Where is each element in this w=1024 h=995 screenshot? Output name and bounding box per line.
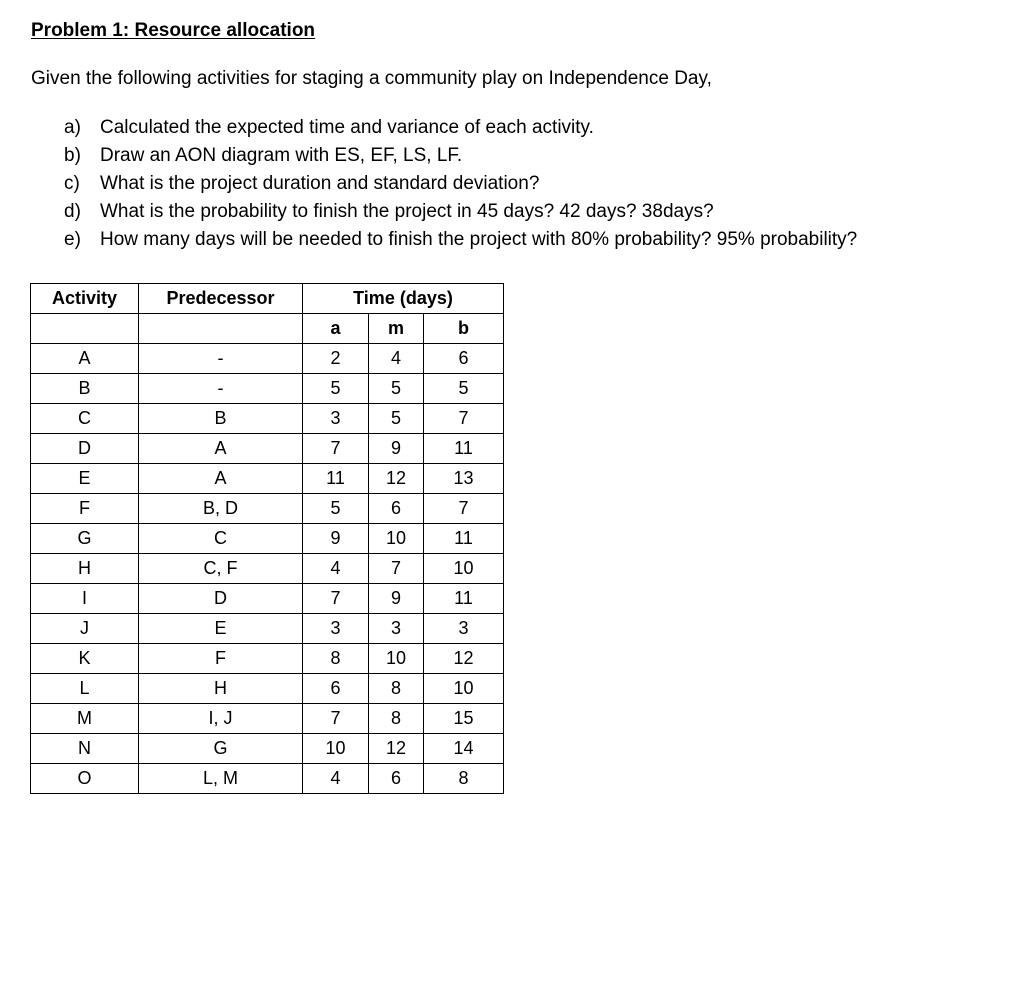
cell-predecessor: I, J	[139, 704, 303, 734]
cell-m: 12	[369, 464, 424, 494]
cell-predecessor: B	[139, 404, 303, 434]
cell-a: 2	[303, 344, 369, 374]
cell-activity: L	[31, 674, 139, 704]
cell-activity: G	[31, 524, 139, 554]
table-row	[31, 674, 504, 704]
cell-m: 6	[369, 764, 424, 794]
cell-activity: B	[31, 374, 139, 404]
table-row	[31, 734, 504, 764]
cell-b: 12	[424, 644, 504, 674]
cell-predecessor: D	[139, 584, 303, 614]
cell-b: 8	[424, 764, 504, 794]
table-row	[31, 584, 504, 614]
header-time: Time (days)	[303, 284, 504, 314]
table-row	[31, 524, 504, 554]
cell-activity: F	[31, 494, 139, 524]
cell-predecessor: E	[139, 614, 303, 644]
question-text: How many days will be needed to finish the project with 80% probability? 95% probability?	[100, 229, 858, 250]
cell-b: 5	[424, 374, 504, 404]
cell-a: 7	[303, 704, 369, 734]
cell-activity: H	[31, 554, 139, 584]
table-row	[31, 434, 504, 464]
question-label: e)	[64, 229, 81, 250]
cell-activity: M	[31, 704, 139, 734]
cell-predecessor: B, D	[139, 494, 303, 524]
cell-b: 11	[424, 524, 504, 554]
cell-activity: K	[31, 644, 139, 674]
cell-predecessor: H	[139, 674, 303, 704]
question-item	[64, 144, 857, 172]
cell-activity: D	[31, 434, 139, 464]
cell-b: 14	[424, 734, 504, 764]
cell-a: 9	[303, 524, 369, 554]
table-row	[31, 704, 504, 734]
cell-activity: A	[31, 344, 139, 374]
cell-m: 5	[369, 404, 424, 434]
cell-predecessor: A	[139, 464, 303, 494]
cell-a: 3	[303, 614, 369, 644]
cell-b: 10	[424, 554, 504, 584]
cell-a: 4	[303, 554, 369, 584]
cell-b: 7	[424, 494, 504, 524]
cell-m: 6	[369, 494, 424, 524]
cell-activity: J	[31, 614, 139, 644]
cell-a: 5	[303, 494, 369, 524]
cell-a: 6	[303, 674, 369, 704]
cell-activity: E	[31, 464, 139, 494]
question-item	[64, 116, 857, 144]
table-row	[31, 374, 504, 404]
table-row	[31, 494, 504, 524]
cell-m: 10	[369, 524, 424, 554]
cell-predecessor: -	[139, 344, 303, 374]
cell-a: 11	[303, 464, 369, 494]
question-label: a)	[64, 117, 81, 138]
cell-predecessor: G	[139, 734, 303, 764]
activity-table	[30, 283, 504, 794]
table-row	[31, 614, 504, 644]
cell-activity: N	[31, 734, 139, 764]
cell-m: 7	[369, 554, 424, 584]
table-subheader-row	[31, 314, 504, 344]
cell-m: 8	[369, 704, 424, 734]
cell-m: 12	[369, 734, 424, 764]
question-text: Draw an AON diagram with ES, EF, LS, LF.	[100, 145, 463, 166]
cell-a: 4	[303, 764, 369, 794]
cell-m: 4	[369, 344, 424, 374]
cell-activity: O	[31, 764, 139, 794]
intro-paragraph: Given the following activities for staging a community play on Independence Day,	[31, 68, 712, 89]
table-row	[31, 554, 504, 584]
cell-m: 9	[369, 584, 424, 614]
question-text: What is the project duration and standard deviation?	[100, 173, 540, 194]
table-row	[31, 644, 504, 674]
cell-a: 5	[303, 374, 369, 404]
question-list	[64, 116, 857, 256]
cell-predecessor: F	[139, 644, 303, 674]
cell-a: 7	[303, 584, 369, 614]
question-label: c)	[64, 173, 80, 194]
header-predecessor: Predecessor	[139, 284, 303, 314]
table-body	[31, 344, 504, 794]
page-title: Problem 1: Resource allocation	[31, 20, 316, 41]
cell-m: 3	[369, 614, 424, 644]
subheader-a: a	[303, 314, 369, 344]
table-row	[31, 764, 504, 794]
cell-activity: I	[31, 584, 139, 614]
table-row	[31, 464, 504, 494]
cell-a: 7	[303, 434, 369, 464]
cell-b: 6	[424, 344, 504, 374]
cell-b: 15	[424, 704, 504, 734]
question-label: b)	[64, 145, 81, 166]
cell-b: 10	[424, 674, 504, 704]
cell-m: 8	[369, 674, 424, 704]
cell-predecessor: C	[139, 524, 303, 554]
cell-predecessor: A	[139, 434, 303, 464]
cell-m: 5	[369, 374, 424, 404]
cell-a: 8	[303, 644, 369, 674]
question-item	[64, 172, 857, 200]
header-activity: Activity	[31, 284, 139, 314]
subheader-empty	[31, 314, 139, 344]
subheader-m: m	[369, 314, 424, 344]
question-text: What is the probability to finish the project in 45 days? 42 days? 38days?	[100, 201, 714, 222]
cell-m: 10	[369, 644, 424, 674]
subheader-b: b	[424, 314, 504, 344]
cell-activity: C	[31, 404, 139, 434]
question-item	[64, 200, 857, 228]
cell-b: 13	[424, 464, 504, 494]
cell-m: 9	[369, 434, 424, 464]
cell-b: 11	[424, 584, 504, 614]
cell-a: 3	[303, 404, 369, 434]
question-label: d)	[64, 201, 81, 222]
question-item	[64, 228, 857, 256]
cell-predecessor: -	[139, 374, 303, 404]
table-row	[31, 344, 504, 374]
question-text: Calculated the expected time and variance of each activity.	[100, 117, 594, 138]
cell-predecessor: C, F	[139, 554, 303, 584]
cell-a: 10	[303, 734, 369, 764]
table-header-row	[31, 284, 504, 314]
table-row	[31, 404, 504, 434]
cell-b: 3	[424, 614, 504, 644]
cell-b: 11	[424, 434, 504, 464]
cell-predecessor: L, M	[139, 764, 303, 794]
cell-b: 7	[424, 404, 504, 434]
subheader-empty	[139, 314, 303, 344]
